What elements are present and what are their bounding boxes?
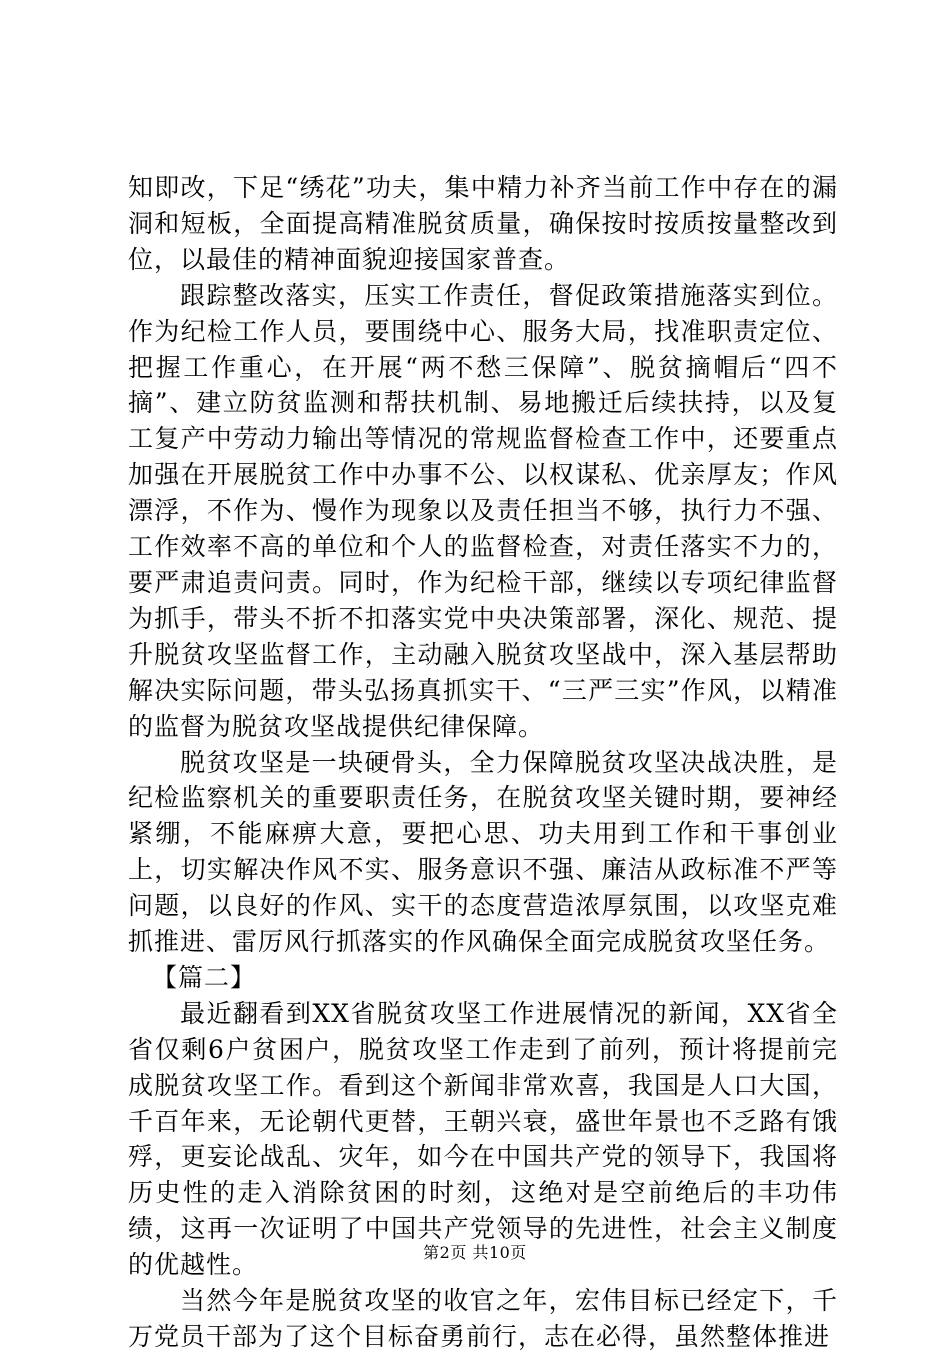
paragraph-1: 知即改，下足“绣花”功夫，集中精力补齐当前工作中存在的漏洞和短板，全面提高精准脱贫质量，确保按时按质按量整改到位，以最佳的精神面貌迎接国家普查。 (128, 173, 838, 274)
paragraph-5: 当然今年是脱贫攻坚的收官之年，宏伟目标已经定下，千万党员干部为了这个目标奋勇前行，志在必得，虽然整体推进 (128, 1286, 838, 1351)
paragraph-4: 最近翻看到XX省脱贫攻坚工作进展情况的新闻，XX省全省仅剩6户贫困户，脱贫攻坚工作走到了前列，预计将提前完成脱贫攻坚工作。看到这个新闻非常欢喜，我国是人口大国，千百年来，无论朝代更替，王朝兴衰，盛世年景也不乏路有饿殍，更妄论战乱、灾年，如今在中国共产党的领导下，我国将历史性的走入消除贫困的时刻，这绝对是空前绝后的丰功伟绩，这再一次证明了中国共产党领导的先进性，社会主义制度的优越性。 (128, 998, 838, 1280)
paragraph-2: 跟踪整改落实，压实工作责任，督促政策措施落实到位。作为纪检工作人员，要围绕中心、服务大局，找准职责定位、把握工作重心，在开展“两不愁三保障”、脱贫摘帽后“四不摘”、建立防贫监测和帮扶机制、易地搬迁后续扶持，以及复工复产中劳动力输出等情况的常规监督检查工作中，还要重点加强在开展脱贫工作中办事不公、以权谋私、优亲厚友；作风漂浮，不作为、慢作为现象以及责任担当不够，执行力不强、工作效率不高的单位和个人的监督检查，对责任落实不力的，要严肃追责问责。同时，作为纪检干部，继续以专项纪律监督为抓手，带头不折不扣落实党中央决策部署，深化、规范、提升脱贫攻坚监督工作，主动融入脱贫攻坚战中，深入基层帮助解决实际问题，带头弘扬真抓实干、“三严三实”作风，以精准的监督为脱贫攻坚战提供纪律保障。 (128, 280, 838, 741)
document-body (128, 170, 838, 1355)
paragraph-3: 脱贫攻坚是一块硬骨头，全力保障脱贫攻坚决战决胜，是纪检监察机关的重要职责任务，在脱贫攻坚关键时期，要神经紧绷，不能麻痹大意，要把心思、功夫用到工作和干事创业上，切实解决作风不实、服务意识不强、廉洁从政标准不严等问题，以良好的作风、实干的态度营造浓厚氛围，以攻坚克难抓推进、雷厉风行抓落实的作风确保全面完成脱贫攻坚任务。 (128, 747, 838, 957)
section-heading: 【篇二】 (152, 962, 257, 992)
page-footer: 第2页 共10页 (423, 1243, 527, 1262)
